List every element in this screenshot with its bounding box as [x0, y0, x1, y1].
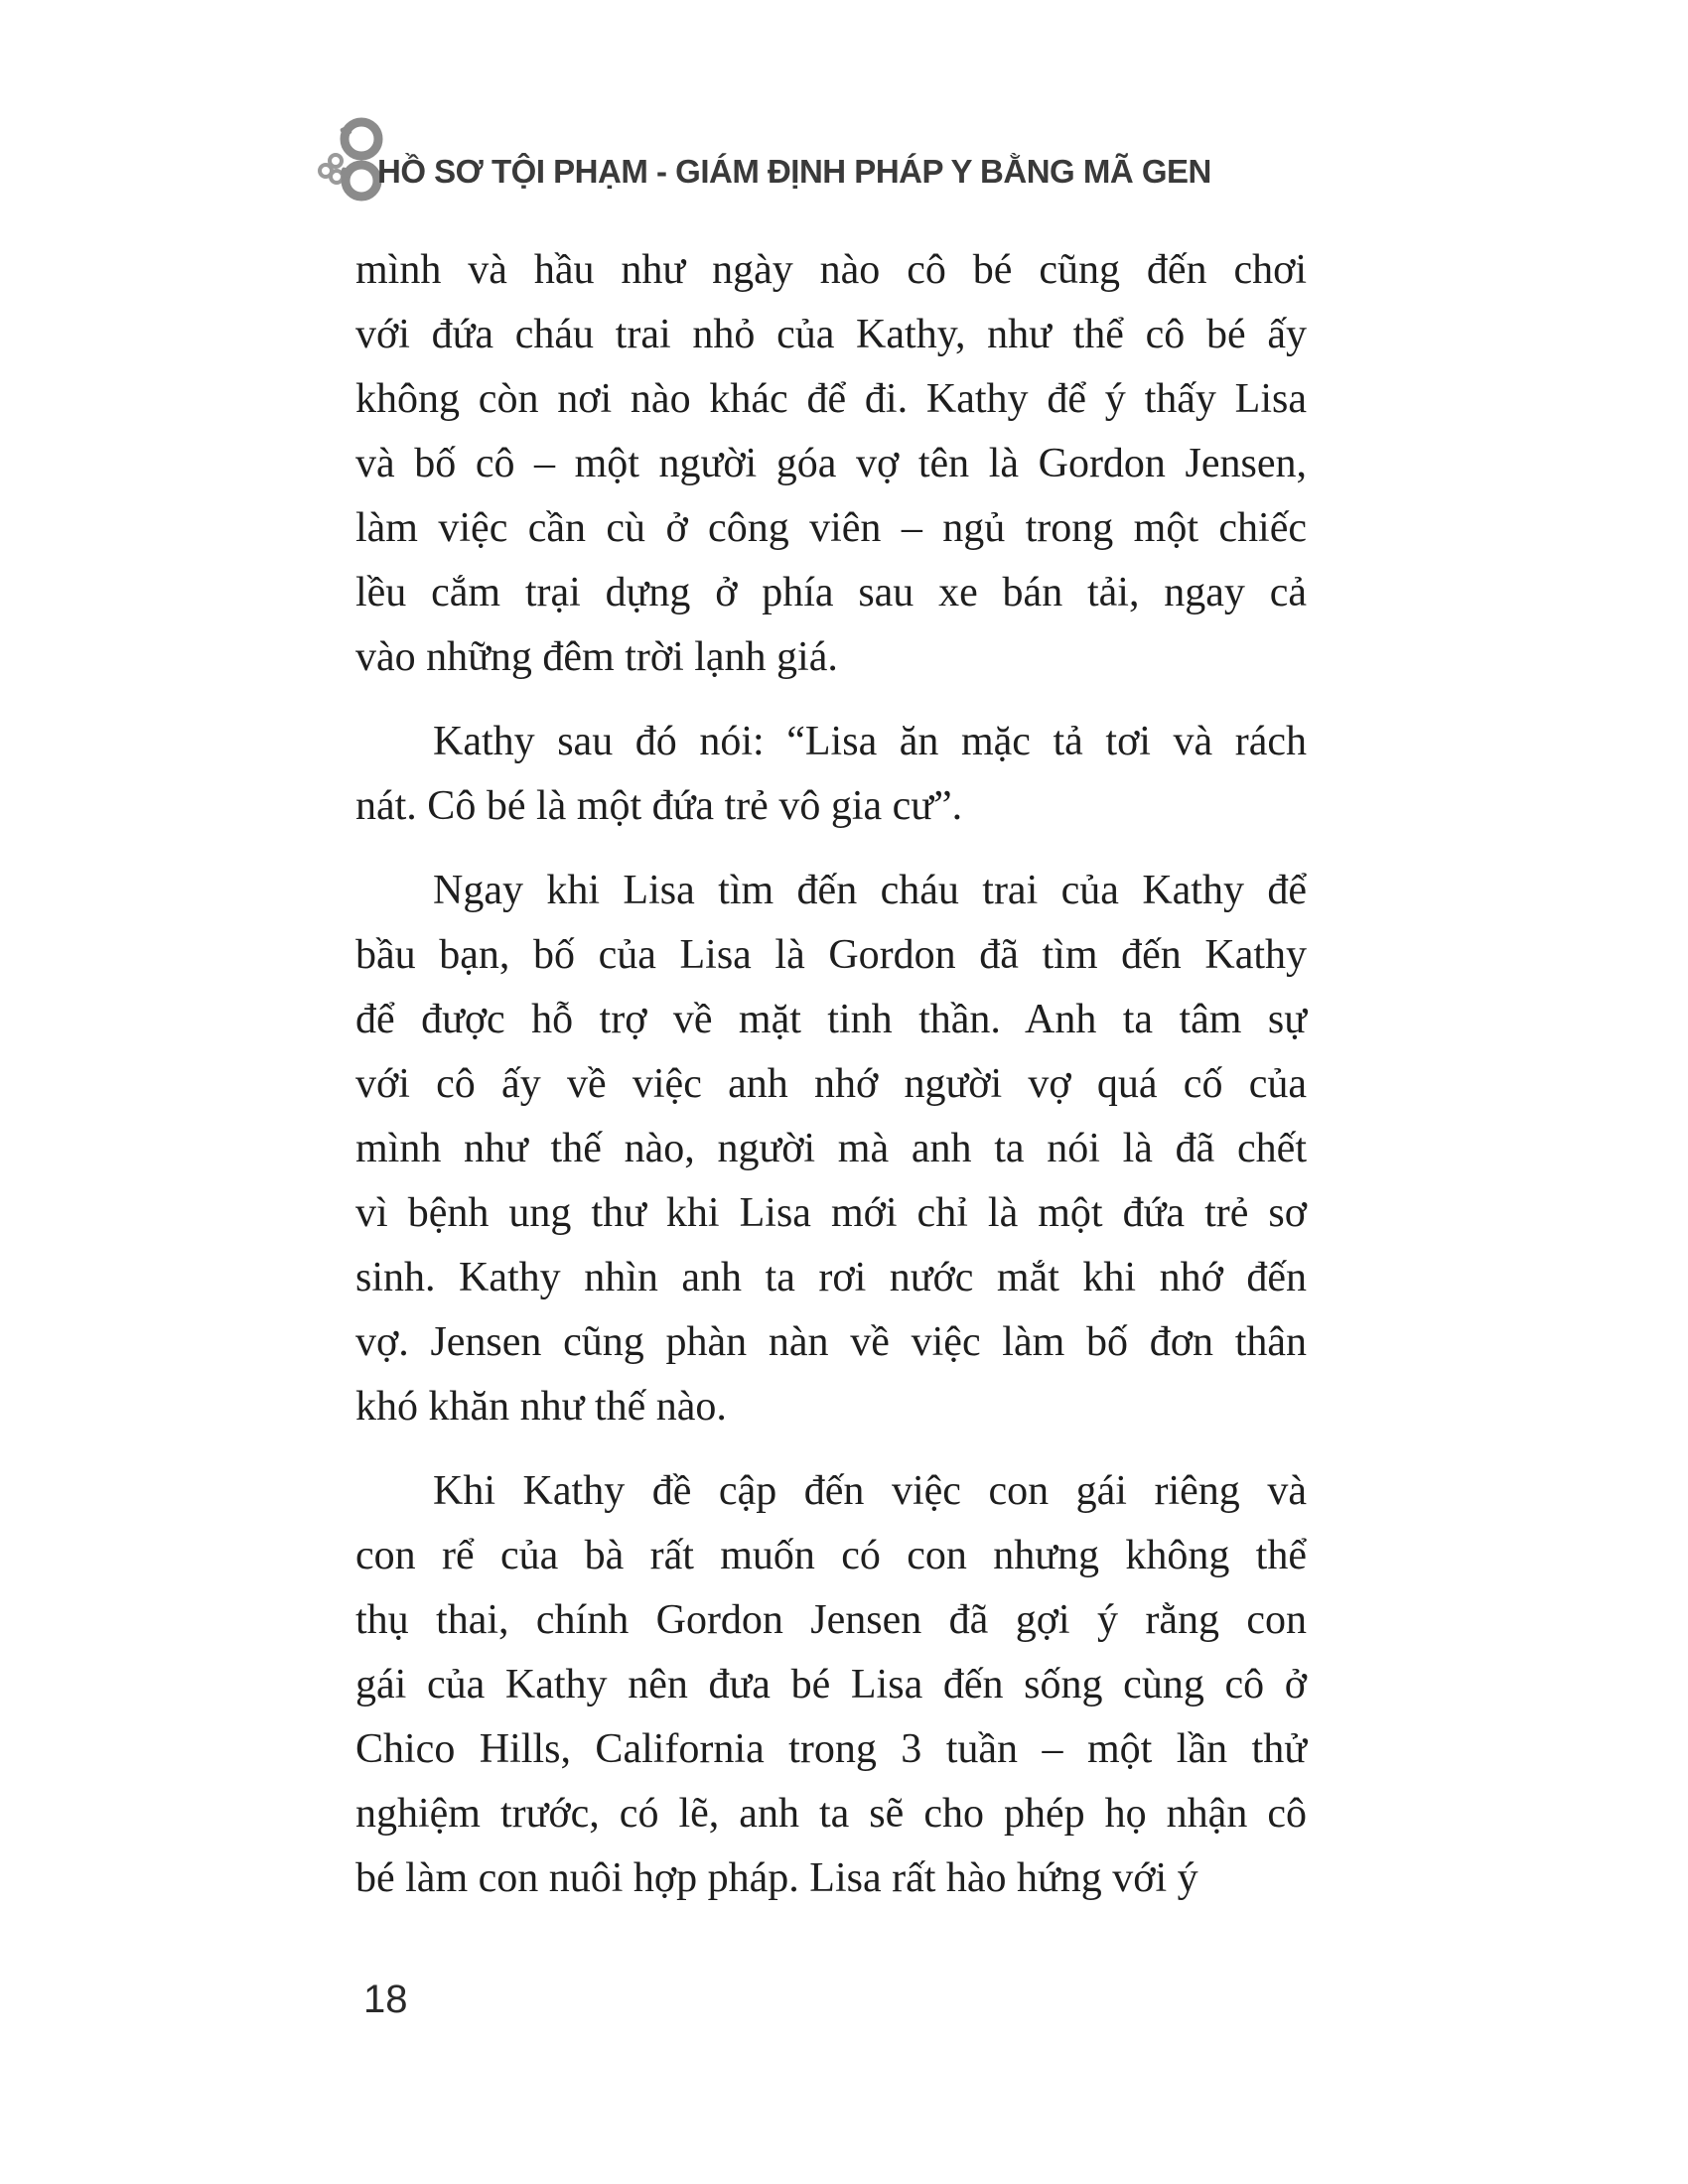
text-line: lều cắm trại dựng ở phía sau xe bán tải, ngay cả — [355, 570, 1307, 615]
text-line: bé làm con nuôi hợp pháp. Lisa rất hào hứng với ý — [355, 1855, 1198, 1901]
text-line: Ngay khi Lisa tìm đến cháu trai của Kathy để — [433, 868, 1307, 913]
text-line: mình và hầu như ngày nào cô bé cũng đến chơi — [355, 247, 1307, 293]
text-line: Khi Kathy đề cập đến việc con gái riêng và — [433, 1468, 1307, 1514]
text-line: để được hỗ trợ về mặt tinh thần. Anh ta tâm sự — [355, 997, 1307, 1042]
paragraph — [355, 859, 1307, 1439]
text-line: vào những đêm trời lạnh giá. — [355, 634, 838, 680]
body-text — [355, 238, 1307, 1931]
text-line: vợ. Jensen cũng phàn nàn về việc làm bố đơn thân — [355, 1319, 1307, 1365]
text-line: thụ thai, chính Gordon Jensen đã gợi ý rằng con — [355, 1597, 1307, 1643]
text-line: với đứa cháu trai nhỏ của Kathy, như thể cô bé ấy — [355, 312, 1307, 357]
running-header — [310, 115, 1211, 195]
text-line: vì bệnh ung thư khi Lisa mới chỉ là một đứa trẻ sơ — [355, 1190, 1307, 1236]
running-header-title: HỒ SƠ TỘI PHẠM - GIÁM ĐỊNH PHÁP Y BẰNG MÃ GEN — [377, 153, 1211, 190]
text-line: sinh. Kathy nhìn anh ta rơi nước mắt khi nhớ đến — [355, 1255, 1307, 1300]
text-line: mình như thế nào, người mà anh ta nói là đã chết — [355, 1126, 1307, 1171]
text-line: khó khăn như thế nào. — [355, 1384, 727, 1430]
text-line: và bố cô – một người góa vợ tên là Gordon Jensen, — [355, 441, 1307, 486]
text-line: bầu bạn, bố của Lisa là Gordon đã tìm đến Kathy — [355, 932, 1307, 978]
paragraph — [355, 1459, 1307, 1911]
text-line: nát. Cô bé là một đứa trẻ vô gia cư”. — [355, 783, 963, 829]
paragraph — [355, 238, 1307, 690]
text-line: Chico Hills, California trong 3 tuần – một lần thử — [355, 1726, 1307, 1772]
text-line: với cô ấy về việc anh nhớ người vợ quá cố của — [355, 1061, 1307, 1107]
text-line: Kathy sau đó nói: “Lisa ăn mặc tả tơi và rách — [433, 719, 1307, 764]
text-line: gái của Kathy nên đưa bé Lisa đến sống cùng cô ở — [355, 1662, 1307, 1707]
text-line: làm việc cần cù ở công viên – ngủ trong một chiếc — [355, 505, 1307, 551]
paragraph — [355, 710, 1307, 839]
text-line: nghiệm trước, có lẽ, anh ta sẽ cho phép họ nhận cô — [355, 1791, 1307, 1837]
text-line: không còn nơi nào khác để đi. Kathy để ý thấy Lisa — [355, 376, 1307, 422]
page-number: 18 — [363, 1978, 408, 2021]
text-line: con rể của bà rất muốn có con nhưng không thể — [355, 1533, 1307, 1578]
